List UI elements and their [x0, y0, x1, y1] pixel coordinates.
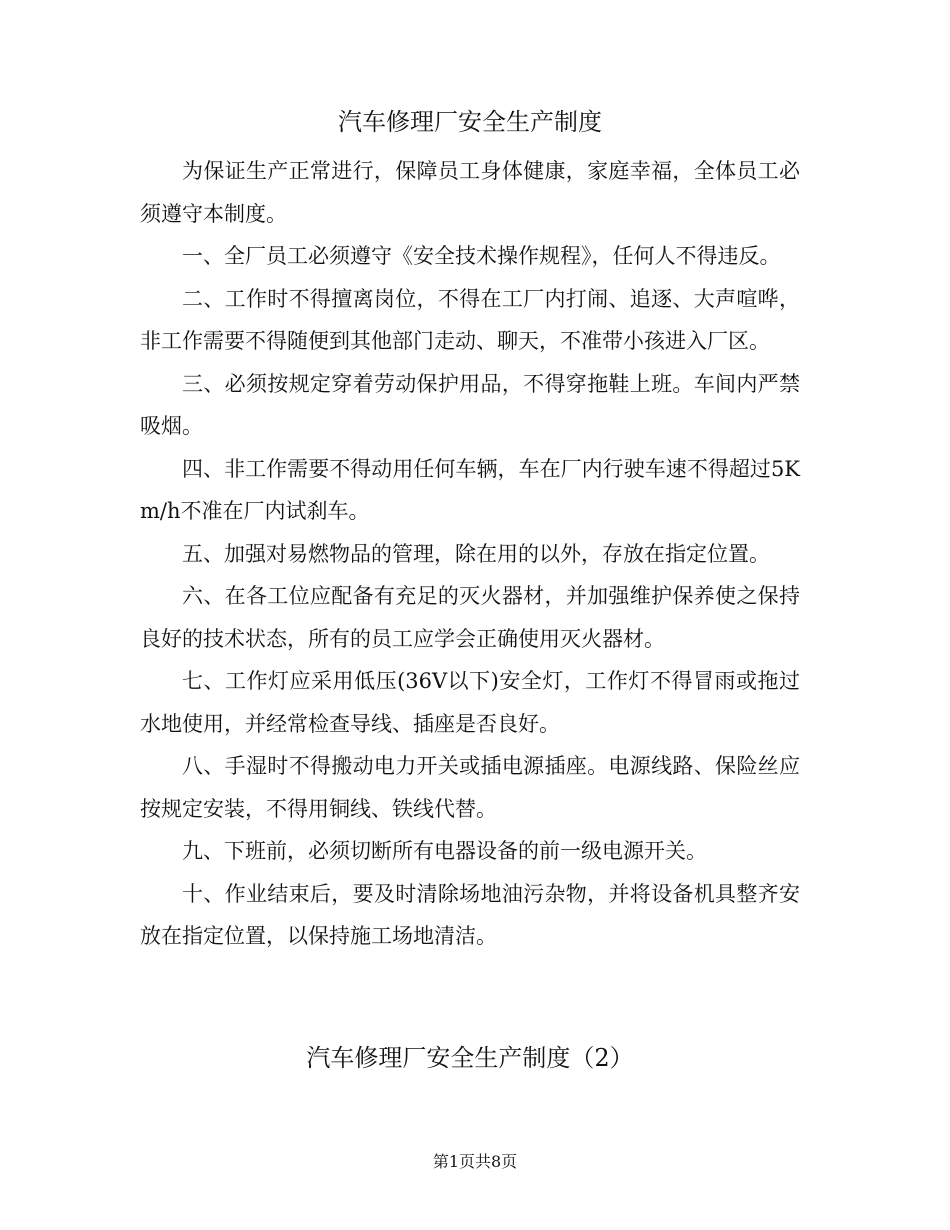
paragraph-rule-1: 一、全厂员工必须遵守《安全技术操作规程》，任何人不得违反。	[182, 244, 781, 268]
paragraph-rule-2: 二、工作时不得擅离岗位，不得在工厂内打闹、追逐、大声喧哗，非工作需要不得随便到其他部门走动、聊天，不准带小孩进入厂区。	[140, 286, 800, 353]
document-title: 汽车修理厂安全生产制度	[338, 108, 602, 136]
paragraph-intro: 为保证生产正常进行，保障员工身体健康，家庭幸福，全体员工必须遵守本制度。	[140, 159, 800, 226]
paragraph-rule-9: 九、下班前，必须切断所有电器设备的前一级电源开关。	[182, 839, 707, 863]
paragraph-rule-8: 八、手湿时不得搬动电力开关或插电源插座。电源线路、保险丝应按规定安装，不得用铜线、铁线代替。	[140, 754, 800, 821]
paragraph-rule-5: 五、加强对易燃物品的管理，除在用的以外，存放在指定位置。	[182, 541, 770, 566]
paragraph-rule-10: 十、作业结束后，要及时清除场地油污杂物，并将设备机具整齐安放在指定位置，以保持施工场地清洁。	[140, 881, 800, 948]
section-2-title: 汽车修理厂安全生产制度（2）	[306, 1044, 634, 1072]
document-body	[140, 150, 800, 958]
paragraph-rule-7: 七、工作灯应采用低压(36V以下)安全灯，工作灯不得冒雨或拖过水地使用，并经常检查导线、插座是否良好。	[140, 669, 800, 736]
paragraph-rule-6: 六、在各工位应配备有充足的灭火器材，并加强维护保养使之保持良好的技术状态，所有的员工应学会正确使用灭火器材。	[140, 584, 800, 651]
paragraph-rule-4: 四、非工作需要不得动用任何车辆，车在厂内行驶车速不得超过5Km/h不准在厂内试刹车。	[140, 456, 800, 523]
paragraph-rule-3: 三、必须按规定穿着劳动保护用品，不得穿拖鞋上班。车间内严禁吸烟。	[140, 371, 800, 438]
page-number: 第1页共8页	[432, 1152, 518, 1171]
